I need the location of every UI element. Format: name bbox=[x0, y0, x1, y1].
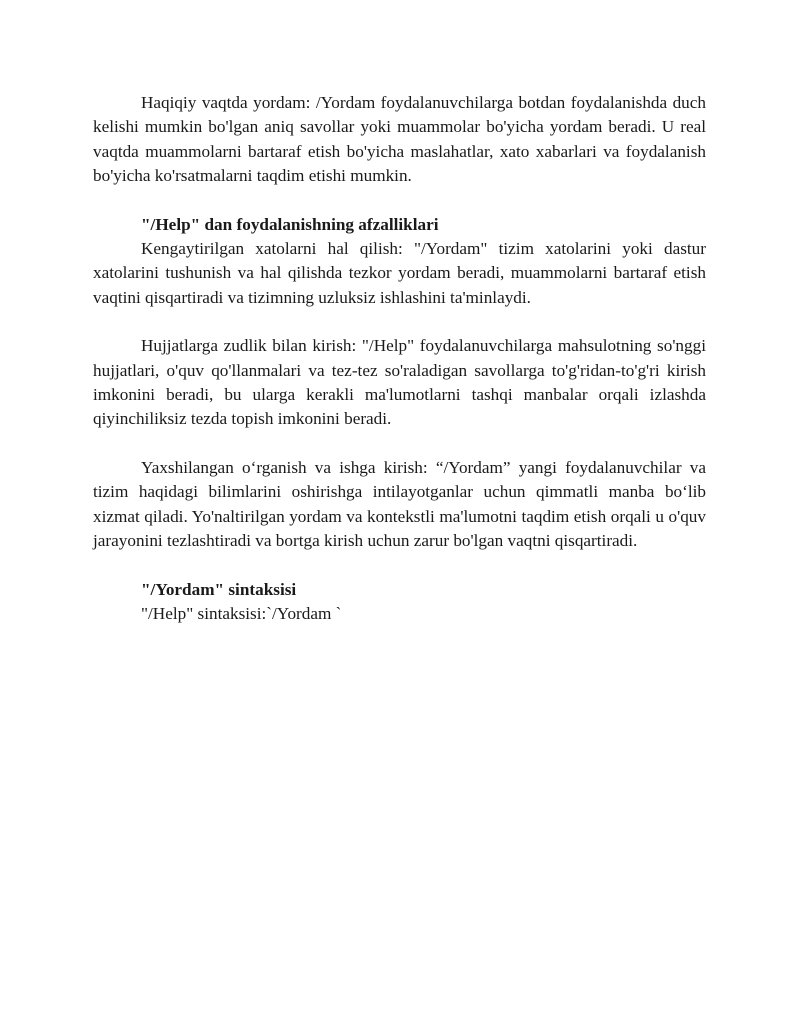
document-page bbox=[93, 91, 706, 626]
paragraph-spacer bbox=[93, 554, 706, 578]
paragraph-onboarding: Yaxshilangan o‘rganish va ishga kirish: “/Yordam” yangi foydalanuvchilar va tizim haqidagi bilimlarini oshirishga intilayotganlar uchun qimmatli manba bo‘lib xizmat qiladi. Yo'naltirilgan yordam va kontekstli ma'lumotni taqdim etish orqali u o'quv jarayonini tezlashtiradi va bortga kirish uchun zarur bo'lgan vaqtni qisqartiradi. bbox=[93, 457, 706, 551]
paragraph-error-resolution: Kengaytirilgan xatolarni hal qilish: "/Yordam" tizim xatolarini yoki dastur xatolarini tushunish va hal qilishda tezkor yordam beradi, muammolarni bartaraf etish vaqtini qisqartiradi va tizimning uzluksiz ishlashini ta'minlaydi. bbox=[93, 239, 706, 307]
heading-help-benefits: "/Help" dan foydalanishning afzalliklari bbox=[141, 214, 439, 234]
syntax-line: "/Help" sintaksisi:`/Yordam ` bbox=[141, 603, 342, 623]
paragraph-spacer bbox=[93, 189, 706, 213]
paragraph-documentation-access: Hujjatlarga zudlik bilan kirish: "/Help" foydalanuvchilarga mahsulotning so'nggi hujjatlari, o'quv qo'llanmalari va tez-tez so'raladigan savollarga to'g'ridan-to'g'ri kirish imkonini beradi, bu ularga kerakli ma'lumotlarni tashqi manbalar orqali izlashda qiyinchiliksiz tezda topish imkonini beradi. bbox=[93, 336, 706, 429]
paragraph-spacer bbox=[93, 310, 706, 334]
paragraph-realtime-help: Haqiqiy vaqtda yordam: /Yordam foydalanuvchilarga botdan foydalanishda duch kelishi mumkin bo'lgan aniq savollar yoki muammolar bo'yicha yordam beradi. U real vaqtda muammolarni bartaraf etish bo'yicha maslahatlar, xato xabarlari va foydalanish bo'yicha ko'rsatmalarni taqdim etishi mumkin. bbox=[93, 93, 706, 186]
heading-yordam-syntax: "/Yordam" sintaksisi bbox=[141, 579, 297, 599]
paragraph-spacer bbox=[93, 432, 706, 456]
